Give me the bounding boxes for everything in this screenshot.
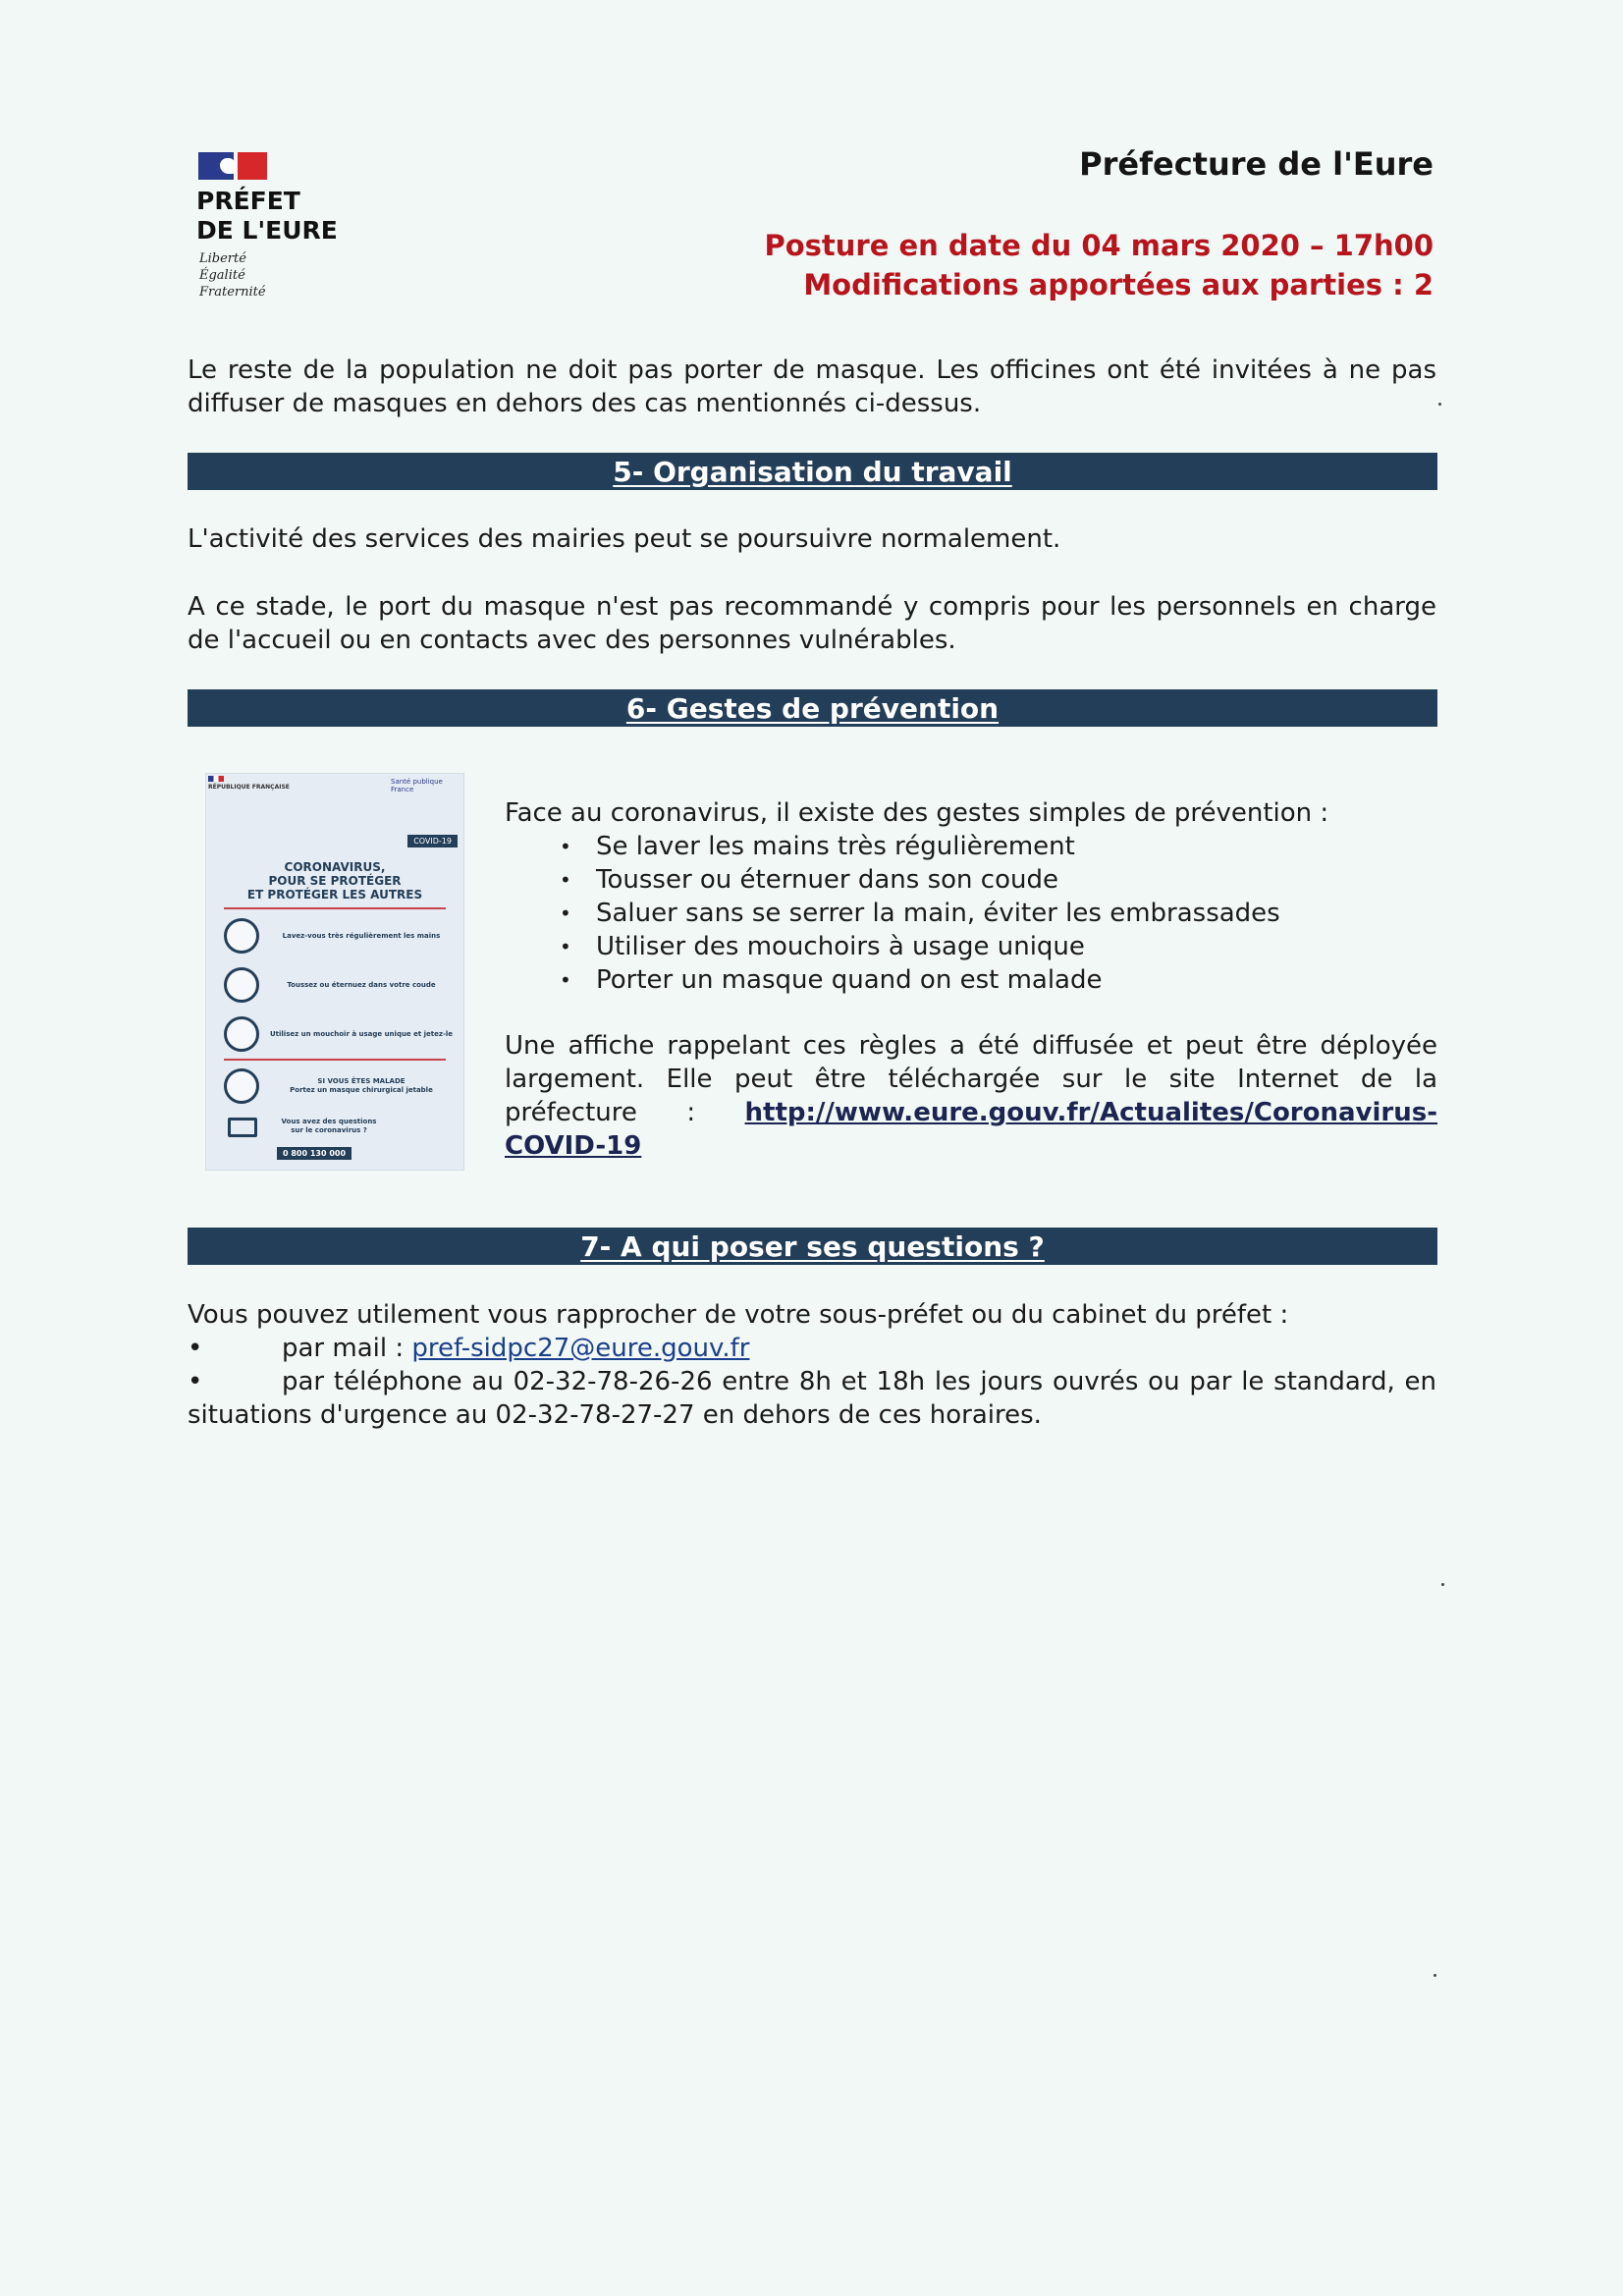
scan-speck [1438,403,1441,406]
poster-title [206,860,463,902]
poster-flag-icon [208,776,224,782]
section6-heading: 6- Gestes de prévention [188,689,1437,727]
phone-line1-text: par téléphone au 02-32-78-26-26 entre 8h et 18h les jours ouvrés ou par le standard, en [282,1367,1436,1396]
poster-row-wash-hands [224,916,454,956]
mail-prefix: par mail : [282,1334,412,1363]
coronavirus-poster [205,773,464,1171]
motto-fraternite: Fraternité [199,285,266,300]
contact-phone-line1 [188,1365,1436,1398]
gesture-list [505,830,1328,997]
posture-info [764,226,1434,304]
poster-row4-desc: Portez un masque chirurgical jetable [290,1086,433,1094]
gesture-item: • Saluer sans se serrer la main, éviter les embrassades [505,897,1328,930]
contact-phone-line2: situations d'urgence au 02-32-78-27-27 en dehors de ces horaires. [188,1400,1042,1430]
poster-covid-tag: COVID-19 [407,835,458,847]
posture-date: Posture en date du 04 mars 2020 – 17h00 [764,229,1434,262]
logo-title-line1: PRÉFET [196,187,300,215]
marianne-logo [198,152,269,180]
intro-line2: diffuser de masques en dehors des cas mentionnés ci-dessus. [188,389,982,418]
poster-row4-text [269,1077,454,1095]
poster-row2-text: Toussez ou éternuez dans votre coude [287,980,436,989]
mail-text [282,1332,750,1365]
section5-paragraph1: L'activité des services des mairies peut se poursuivre normalement. [188,524,1061,554]
affiche-line2: largement. Elle peut être téléchargée sur le site Internet de la [505,1065,1437,1094]
poster-rf-label: RÉPUBLIQUE FRANÇAISE [208,784,290,791]
wash-hands-icon [224,918,259,954]
poster-title-line2: POUR SE PROTÉGER [268,874,402,888]
poster-row-mask [224,1066,454,1106]
poster-title-line3: ET PROTÉGER LES AUTRES [246,888,423,902]
gesture-item: • Tousser ou éternuer dans son coude [505,863,1328,897]
bullet-mail: • [188,1334,203,1363]
affiche-line3-prefix: préfecture : [505,1098,745,1127]
poster-row-tissue [224,1014,454,1054]
contact-mail-line [188,1332,1436,1365]
tissue-icon [224,1016,259,1052]
bullet-phone: • [188,1367,203,1396]
section7-intro: Vous pouvez utilement vous rapprocher de votre sous-préfet ou du cabinet du préfet : [188,1300,1289,1330]
poster-divider-2 [224,1059,446,1061]
laptop-icon [228,1118,257,1137]
poster-sante-publique-logo: Santé publique France [391,778,443,793]
flag-blue [198,152,234,180]
section5-heading: 5- Organisation du travail [188,453,1437,490]
poster-phone-number: 0 800 130 000 [277,1147,352,1160]
gesture-item: • Porter un masque quand on est malade [505,963,1328,997]
affiche-line1: Une affiche rappelant ces règles a été diffusée et peut être déployée [505,1031,1437,1061]
section7-heading: 7- A qui poser ses questions ? [188,1228,1437,1265]
prevention-list [505,796,1328,997]
poster-divider [224,907,446,909]
flag-red [238,152,267,180]
poster-row1-text: Lavez-vous très régulièrement les mains [282,931,441,940]
poster-question: Vous avez des questions sur le coronavirus ? [281,1118,377,1134]
email-link[interactable]: pref-sidpc27@eure.gouv.fr [411,1334,750,1363]
affiche-line3 [505,1096,1437,1163]
prefecture-title: Préfecture de l'Eure [1079,145,1434,183]
scan-speck [1441,1583,1444,1586]
motto-egalite: Égalité [199,268,245,283]
intro-paragraph [188,354,1436,420]
poster-row3-text: Utilisez un mouchoir à usage unique et jetez-le [269,1029,454,1038]
logo-title-line2: DE L'EURE [196,216,338,245]
covid-info-link[interactable]: http://www.eure.gouv.fr/Actualites/Coronavirus-COVID-19 [505,1098,1437,1161]
section5-paragraph2 [188,590,1436,657]
logo-title [196,187,338,246]
poster-row4-title: SI VOUS ÊTES MALADE [317,1077,406,1085]
republic-motto [199,250,266,301]
cough-elbow-icon [224,967,259,1003]
scan-speck [1434,1974,1436,1977]
mask-icon [224,1068,259,1104]
motto-liberte: Liberté [199,251,246,266]
poster-title-line1: CORONAVIRUS, [284,860,386,874]
section5-p2-line2: de l'accueil ou en contacts avec des personnes vulnérables. [188,626,956,655]
poster-row-cough [224,965,454,1005]
posture-modifications: Modifications apportées aux parties : 2 [803,268,1434,301]
gesture-item: • Se laver les mains très régulièrement [505,830,1328,863]
section5-p2-line1: A ce stade, le port du masque n'est pas recommandé y compris pour les personnels en charge [188,592,1436,622]
intro-line1: Le reste de la population ne doit pas porter de masque. Les officines ont été invitées à ne pas [188,355,1436,385]
contact-phone-paragraph [188,1365,1436,1432]
affiche-paragraph [505,1029,1437,1163]
marianne-icon [220,158,236,174]
prevention-intro: Face au coronavirus, il existe des gestes simples de prévention : [505,798,1329,828]
gesture-item: • Utiliser des mouchoirs à usage unique [505,930,1328,963]
